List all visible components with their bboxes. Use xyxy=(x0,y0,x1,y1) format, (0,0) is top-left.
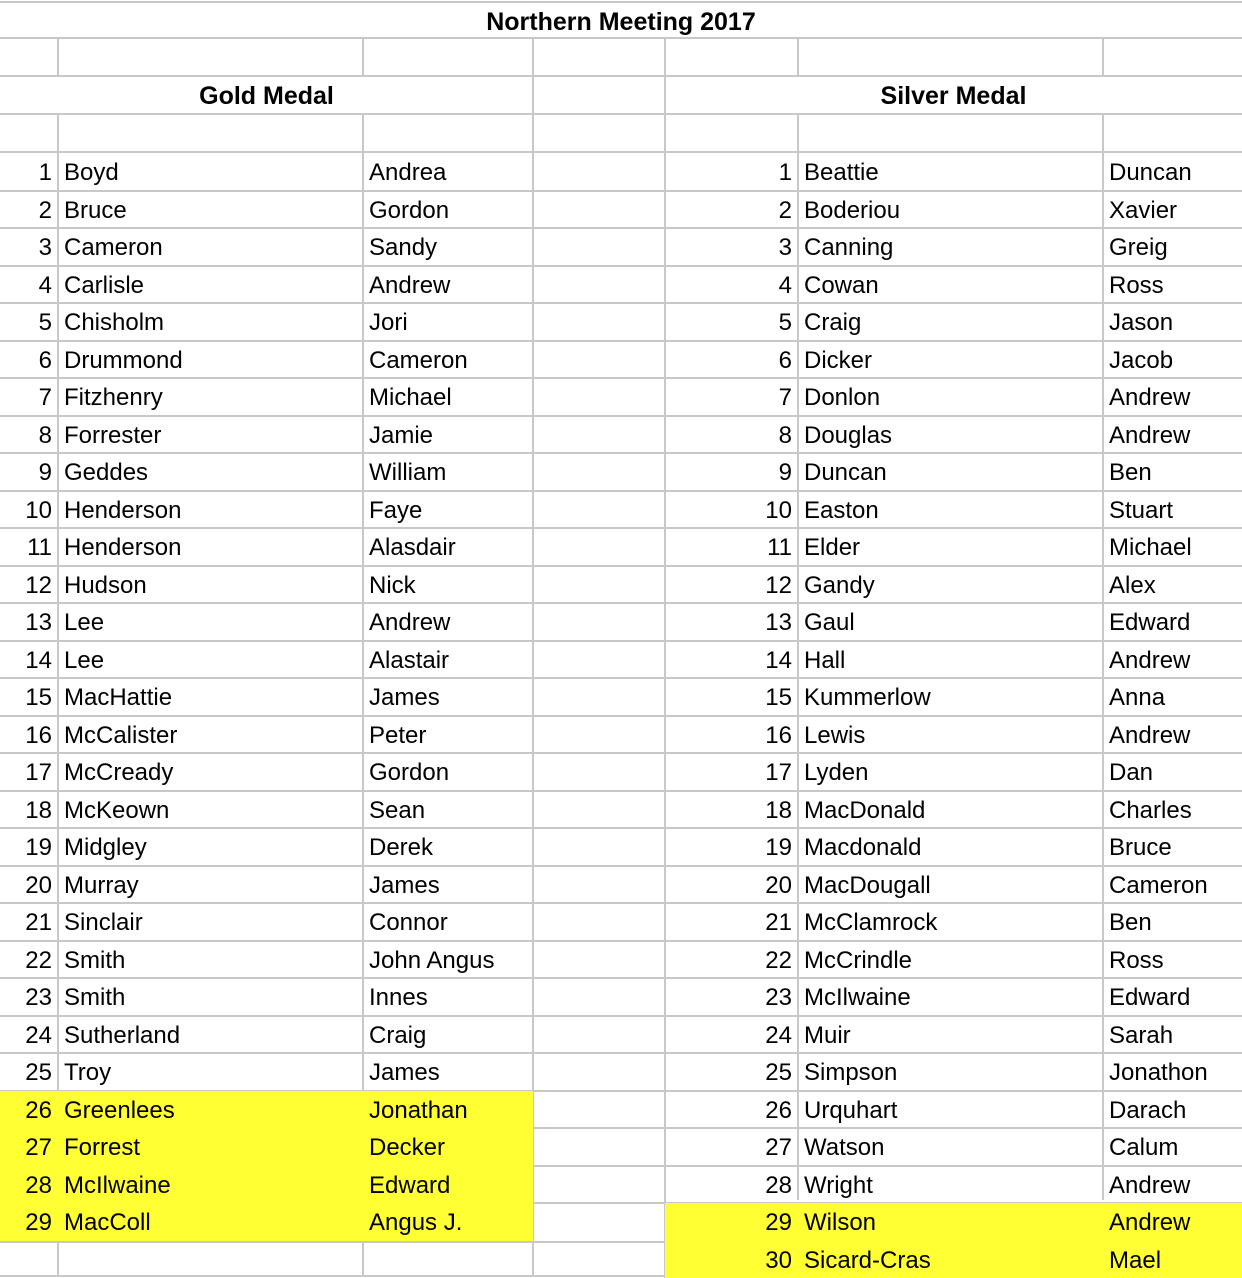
grid-hline xyxy=(0,940,1242,942)
first-name-cell: Decker xyxy=(369,1134,446,1161)
surname-cell: Sicard-Cras xyxy=(804,1246,931,1274)
first-name-cell: Edward xyxy=(1109,984,1191,1011)
grid-hline xyxy=(0,752,1242,754)
surname-cell: McIlwaine xyxy=(64,1171,171,1199)
surname-cell: Geddes xyxy=(64,459,149,486)
entry-number: 30 xyxy=(765,1246,792,1274)
entry-number: 25 xyxy=(765,1059,792,1086)
first-name-cell: Angus J. xyxy=(369,1209,463,1236)
first-name-cell: Alastair xyxy=(369,646,450,674)
entry-number: 24 xyxy=(765,1021,792,1049)
grid-hline xyxy=(0,265,1242,267)
entry-number: 22 xyxy=(25,946,52,974)
entry-number: 19 xyxy=(25,834,52,861)
entry-number: 3 xyxy=(38,234,52,261)
first-name-cell: Craig xyxy=(369,1021,427,1049)
grid-vline xyxy=(797,38,799,76)
entry-number: 20 xyxy=(25,871,52,899)
surname-cell: Forrester xyxy=(64,421,162,449)
first-name-cell: James xyxy=(369,1059,440,1086)
entry-number: 15 xyxy=(25,684,52,711)
first-name-cell: Jamie xyxy=(369,421,434,449)
entry-number: 12 xyxy=(25,571,52,599)
entry-number: 27 xyxy=(765,1134,792,1161)
first-name-cell: Michael xyxy=(1109,534,1192,561)
entry-number: 4 xyxy=(778,271,792,299)
entry-number: 6 xyxy=(778,346,792,374)
first-name-cell: Jori xyxy=(369,309,408,336)
first-name-cell: Sandy xyxy=(369,234,438,261)
surname-cell: Bruce xyxy=(64,196,127,224)
grid-hline xyxy=(0,527,1242,529)
surname-cell: Urquhart xyxy=(804,1096,898,1124)
surname-cell: Lee xyxy=(64,646,105,674)
surname-cell: Smith xyxy=(64,946,126,974)
entry-number: 10 xyxy=(25,496,52,524)
entry-number: 16 xyxy=(765,721,792,749)
entry-number: 1 xyxy=(38,159,52,186)
surname-cell: Smith xyxy=(64,984,126,1011)
first-name-cell: Ross xyxy=(1109,271,1164,299)
first-name-cell: Gordon xyxy=(369,759,450,786)
entry-number: 12 xyxy=(765,571,792,599)
surname-cell: Greenlees xyxy=(64,1096,175,1124)
surname-cell: Forrest xyxy=(64,1134,141,1161)
surname-cell: MacDonald xyxy=(804,796,926,824)
surname-cell: McIlwaine xyxy=(804,984,911,1011)
surname-cell: Donlon xyxy=(804,384,881,411)
entry-number: 24 xyxy=(25,1021,52,1049)
grid-hline xyxy=(0,790,1242,792)
first-name-cell: Duncan xyxy=(1109,159,1192,186)
entry-number: 1 xyxy=(778,159,792,186)
surname-cell: Gandy xyxy=(804,571,875,599)
surname-cell: Dicker xyxy=(804,346,873,374)
surname-cell: Henderson xyxy=(64,534,182,561)
entry-number: 23 xyxy=(765,984,792,1011)
first-name-cell: Peter xyxy=(369,721,427,749)
first-name-cell: Alasdair xyxy=(369,534,456,561)
entry-number: 10 xyxy=(765,496,792,524)
surname-cell: Douglas xyxy=(804,421,893,449)
first-name-cell: Andrew xyxy=(369,271,451,299)
first-name-cell: Ross xyxy=(1109,946,1164,974)
surname-cell: Macdonald xyxy=(804,834,922,861)
first-name-cell: Xavier xyxy=(1109,196,1178,224)
surname-cell: Easton xyxy=(804,496,879,524)
sheet-title: Northern Meeting 2017 xyxy=(486,8,756,36)
surname-cell: McClamrock xyxy=(804,909,938,936)
grid-hline xyxy=(0,677,1242,679)
first-name-cell: Greig xyxy=(1109,234,1168,261)
grid-hline xyxy=(0,1015,1242,1017)
entry-number: 13 xyxy=(765,609,792,636)
grid-vline xyxy=(57,38,59,76)
grid-hline xyxy=(0,490,1242,492)
first-name-cell: James xyxy=(369,684,440,711)
entry-number: 8 xyxy=(38,421,52,449)
surname-cell: Kummerlow xyxy=(804,684,931,711)
grid-hline xyxy=(0,37,1242,39)
surname-cell: Gaul xyxy=(804,609,855,636)
grid-hline xyxy=(0,75,1242,77)
surname-cell: Hudson xyxy=(64,571,147,599)
entry-number: 29 xyxy=(765,1209,792,1236)
entry-number: 9 xyxy=(778,459,792,486)
surname-cell: MacHattie xyxy=(64,684,173,711)
first-name-cell: Charles xyxy=(1109,796,1192,824)
surname-cell: McKeown xyxy=(64,796,170,824)
grid-hline xyxy=(0,865,1242,867)
entry-number: 17 xyxy=(25,759,52,786)
surname-cell: Cameron xyxy=(64,234,163,261)
first-name-cell: Edward xyxy=(1109,609,1191,636)
entry-number: 7 xyxy=(778,384,792,411)
first-name-cell: Andrea xyxy=(369,159,447,186)
entry-number: 17 xyxy=(765,759,792,786)
entry-number: 11 xyxy=(27,534,52,561)
grid-hline xyxy=(0,977,1242,979)
grid-hline xyxy=(0,377,1242,379)
first-name-cell: Faye xyxy=(369,496,423,524)
grid-hline xyxy=(0,715,1242,717)
first-name-cell: Jonathan xyxy=(369,1096,468,1124)
grid-hline xyxy=(0,151,1242,153)
grid-hline xyxy=(0,190,1242,192)
first-name-cell: Stuart xyxy=(1109,496,1174,524)
entry-number: 23 xyxy=(25,984,52,1011)
grid-hline xyxy=(0,227,1242,229)
grid-hline xyxy=(0,827,1242,829)
surname-cell: Carlisle xyxy=(64,271,145,299)
surname-cell: Duncan xyxy=(804,459,887,486)
entry-number: 5 xyxy=(778,309,792,336)
first-name-cell: Calum xyxy=(1109,1134,1179,1161)
surname-cell: Cowan xyxy=(804,271,879,299)
grid-hline xyxy=(0,1241,665,1243)
grid-vline xyxy=(362,38,364,76)
silver-medal-header: Silver Medal xyxy=(880,82,1027,110)
entry-number: 5 xyxy=(38,309,52,336)
first-name-cell: Edward xyxy=(369,1171,451,1199)
first-name-cell: Jonathon xyxy=(1109,1059,1208,1086)
entry-number: 2 xyxy=(778,196,792,224)
first-name-cell: William xyxy=(369,459,447,486)
first-name-cell: Andrew xyxy=(369,609,451,636)
entry-number: 9 xyxy=(38,459,52,486)
entry-number: 29 xyxy=(25,1209,52,1236)
surname-cell: Beattie xyxy=(804,159,879,186)
surname-cell: Drummond xyxy=(64,346,183,374)
surname-cell: Boderiou xyxy=(804,196,901,224)
surname-cell: Henderson xyxy=(64,496,182,524)
grid-hline xyxy=(0,902,1242,904)
grid-hline xyxy=(0,302,1242,304)
entry-number: 25 xyxy=(25,1059,52,1086)
surname-cell: Murray xyxy=(64,871,139,899)
first-name-cell: Jacob xyxy=(1109,346,1174,374)
entry-number: 14 xyxy=(765,646,792,674)
first-name-cell: Alex xyxy=(1109,571,1156,599)
first-name-cell: Derek xyxy=(369,834,434,861)
first-name-cell: Michael xyxy=(369,384,452,411)
entry-number: 26 xyxy=(25,1096,52,1124)
first-name-cell: Ben xyxy=(1109,909,1152,936)
surname-cell: Wilson xyxy=(804,1209,877,1236)
entry-number: 11 xyxy=(767,534,792,561)
first-name-cell: James xyxy=(369,871,440,899)
grid-hline xyxy=(0,640,1242,642)
first-name-cell: Bruce xyxy=(1109,834,1172,861)
surname-cell: MacColl xyxy=(64,1209,151,1236)
entry-number: 26 xyxy=(765,1096,792,1124)
surname-cell: Lyden xyxy=(804,759,869,786)
first-name-cell: Andrew xyxy=(1109,384,1191,411)
first-name-cell: Sean xyxy=(369,796,426,824)
first-name-cell: Sarah xyxy=(1109,1021,1174,1049)
surname-cell: Lee xyxy=(64,609,105,636)
surname-cell: Hall xyxy=(804,646,846,674)
surname-cell: Chisholm xyxy=(64,309,165,336)
entry-number: 16 xyxy=(25,721,52,749)
entry-number: 6 xyxy=(38,346,52,374)
entry-number: 8 xyxy=(778,421,792,449)
first-name-cell: Innes xyxy=(369,984,428,1011)
entry-number: 2 xyxy=(38,196,52,224)
grid-hline xyxy=(0,113,1242,115)
first-name-cell: Nick xyxy=(369,571,416,599)
first-name-cell: Andrew xyxy=(1109,721,1191,749)
first-name-cell: Andrew xyxy=(1109,421,1191,449)
grid-hline xyxy=(0,452,1242,454)
surname-cell: McCrindle xyxy=(804,946,913,974)
entry-number: 19 xyxy=(765,834,792,861)
surname-cell: Midgley xyxy=(64,834,147,861)
first-name-cell: Connor xyxy=(369,909,448,936)
entry-number: 13 xyxy=(25,609,52,636)
entry-number: 21 xyxy=(25,909,52,936)
surname-cell: Muir xyxy=(804,1021,851,1049)
entry-number: 14 xyxy=(25,646,52,674)
surname-cell: Simpson xyxy=(804,1059,898,1086)
first-name-cell: Cameron xyxy=(369,346,468,374)
first-name-cell: Ben xyxy=(1109,459,1152,486)
entry-number: 22 xyxy=(765,946,792,974)
first-name-cell: Jason xyxy=(1109,309,1174,336)
surname-cell: Wright xyxy=(804,1171,873,1199)
first-name-cell: Anna xyxy=(1109,684,1166,711)
surname-cell: MacDougall xyxy=(804,871,931,899)
surname-cell: Sinclair xyxy=(64,909,143,936)
first-name-cell: Andrew xyxy=(1109,1171,1191,1199)
first-name-cell: Darach xyxy=(1109,1096,1187,1124)
surname-cell: McCalister xyxy=(64,721,178,749)
first-name-cell: John Angus xyxy=(369,946,495,974)
surname-cell: Craig xyxy=(804,309,862,336)
entry-number: 18 xyxy=(765,796,792,824)
grid-hline xyxy=(0,1052,1242,1054)
first-name-cell: Andrew xyxy=(1109,646,1191,674)
surname-cell: Sutherland xyxy=(64,1021,181,1049)
surname-cell: Lewis xyxy=(804,721,866,749)
surname-cell: Fitzhenry xyxy=(64,384,163,411)
grid-hline xyxy=(0,340,1242,342)
first-name-cell: Andrew xyxy=(1109,1209,1191,1236)
entry-number: 28 xyxy=(765,1171,792,1199)
entry-number: 4 xyxy=(38,271,52,299)
entry-number: 28 xyxy=(25,1171,52,1199)
entry-number: 27 xyxy=(25,1134,52,1161)
entry-number: 3 xyxy=(778,234,792,261)
first-name-cell: Gordon xyxy=(369,196,450,224)
first-name-cell: Dan xyxy=(1109,759,1154,786)
surname-cell: Watson xyxy=(804,1134,885,1161)
surname-cell: McCready xyxy=(64,759,174,786)
entry-number: 20 xyxy=(765,871,792,899)
entry-number: 7 xyxy=(38,384,52,411)
entry-number: 18 xyxy=(25,796,52,824)
first-name-cell: Mael xyxy=(1109,1246,1162,1274)
grid-vline xyxy=(1102,38,1104,76)
first-name-cell: Cameron xyxy=(1109,871,1208,899)
grid-hline xyxy=(0,565,1242,567)
grid-hline xyxy=(0,415,1242,417)
gold-medal-header: Gold Medal xyxy=(199,82,334,110)
grid-hline xyxy=(0,1,1242,3)
surname-cell: Troy xyxy=(64,1059,112,1086)
grid-hline xyxy=(0,602,1242,604)
surname-cell: Elder xyxy=(804,534,861,561)
entry-number: 21 xyxy=(765,909,792,936)
entry-number: 15 xyxy=(765,684,792,711)
surname-cell: Boyd xyxy=(64,159,119,186)
surname-cell: Canning xyxy=(804,234,894,261)
